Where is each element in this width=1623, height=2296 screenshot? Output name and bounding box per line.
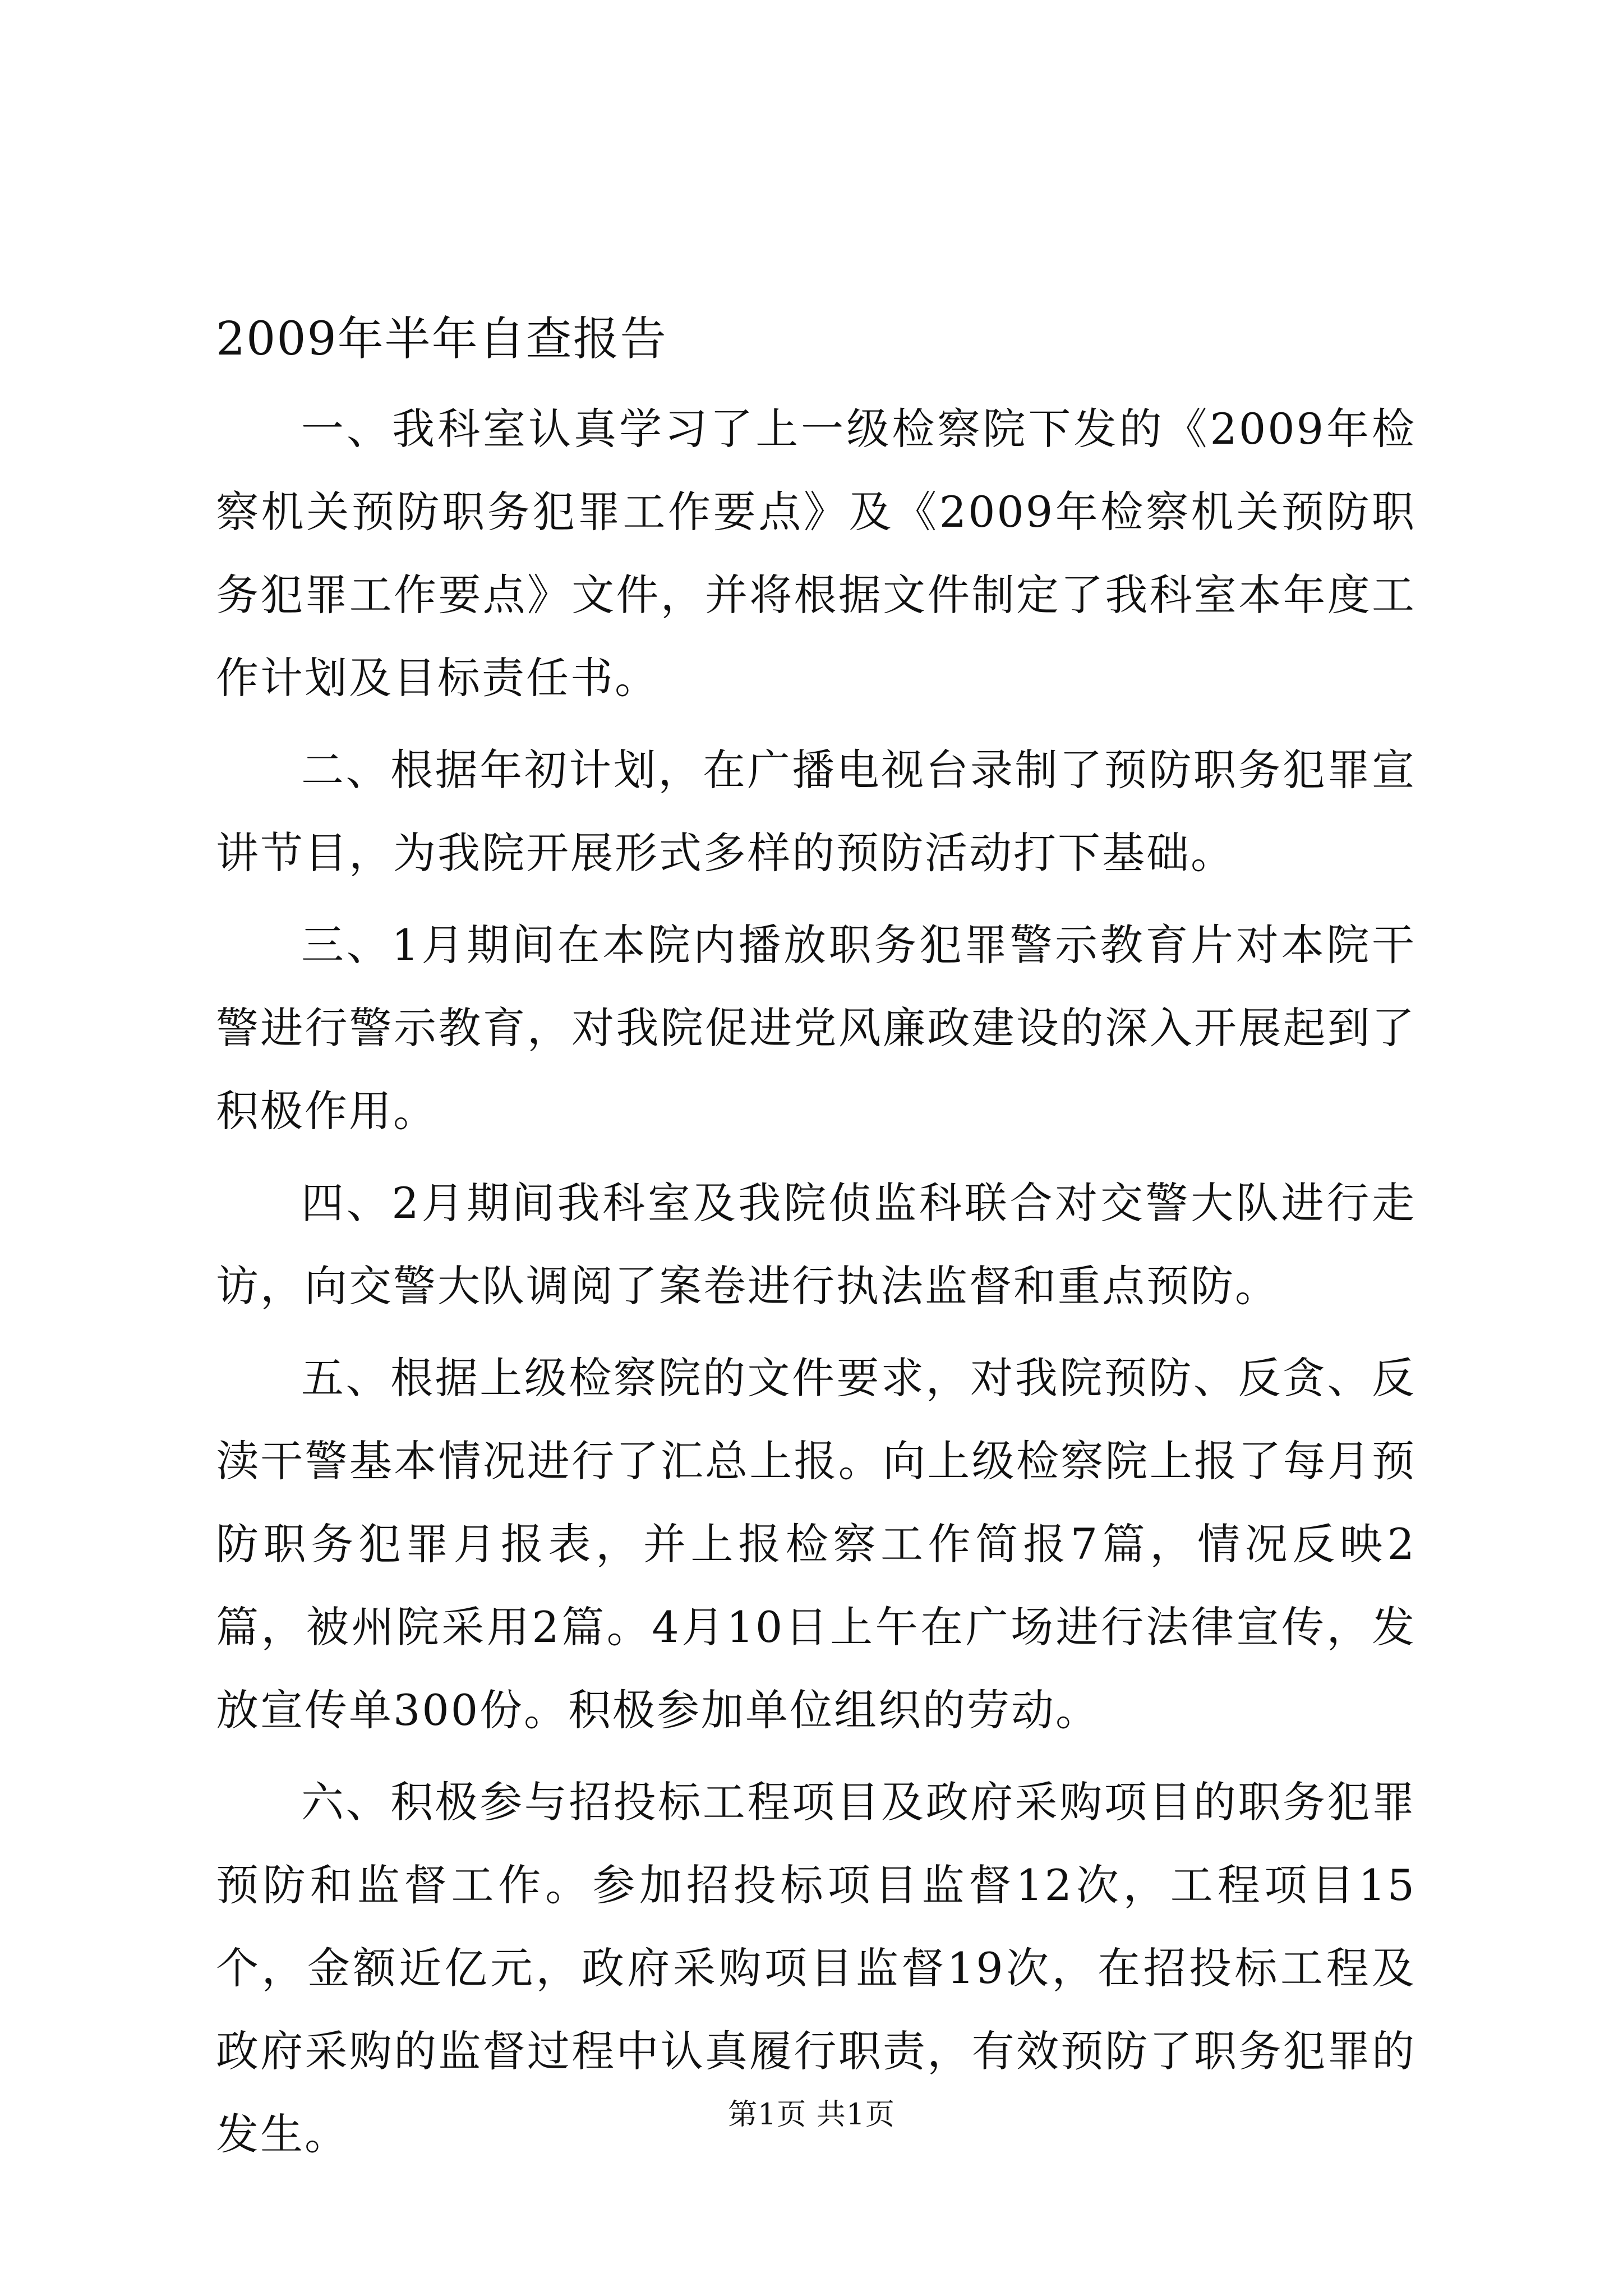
paragraph-5: 五、根据上级检察院的文件要求，对我院预防、反贪、反渎干警基本情况进行了汇总上报。向上级检察院上报了每月预防职务犯罪月报表，并上报检察工作简报7篇，情况反映2篇，被州院采用2篇。4月10日上午在广场进行法律宣传，发放宣传单300份。积极参加单位组织的劳动。 [216, 1353, 1416, 1735]
page-footer: 第1页 共1页 [728, 2098, 895, 2132]
paragraph-4: 四、2月期间我科室及我院侦监科联合对交警大队进行走访，向交警大队调阅了案卷进行执法监督和重点预防。 [216, 1178, 1416, 1311]
document-title: 2009年半年自查报告 [216, 312, 667, 366]
document-body [216, 306, 1416, 2185]
paragraph-3: 三、1月期间在本院内播放职务犯罪警示教育片对本院干警进行警示教育，对我院促进党风廉政建设的深入开展起到了积极作用。 [216, 920, 1416, 1136]
paragraph-1: 一、我科室认真学习了上一级检察院下发的《2009年检察机关预防职务犯罪工作要点》及《2009年检察机关预防职务犯罪工作要点》文件，并将根据文件制定了我科室本年度工作计划及目标责任书。 [216, 404, 1416, 703]
paragraph-2: 二、根据年初计划，在广播电视台录制了预防职务犯罪宣讲节目，为我院开展形式多样的预防活动打下基础。 [216, 745, 1416, 878]
paragraph-6: 六、积极参与招投标工程项目及政府采购项目的职务犯罪预防和监督工作。参加招投标项目监督12次，工程项目15个，金额近亿元，政府采购项目监督19次，在招投标工程及政府采购的监督过程中认真履行职责，有效预防了职务犯罪的发生。 [216, 1777, 1416, 2159]
